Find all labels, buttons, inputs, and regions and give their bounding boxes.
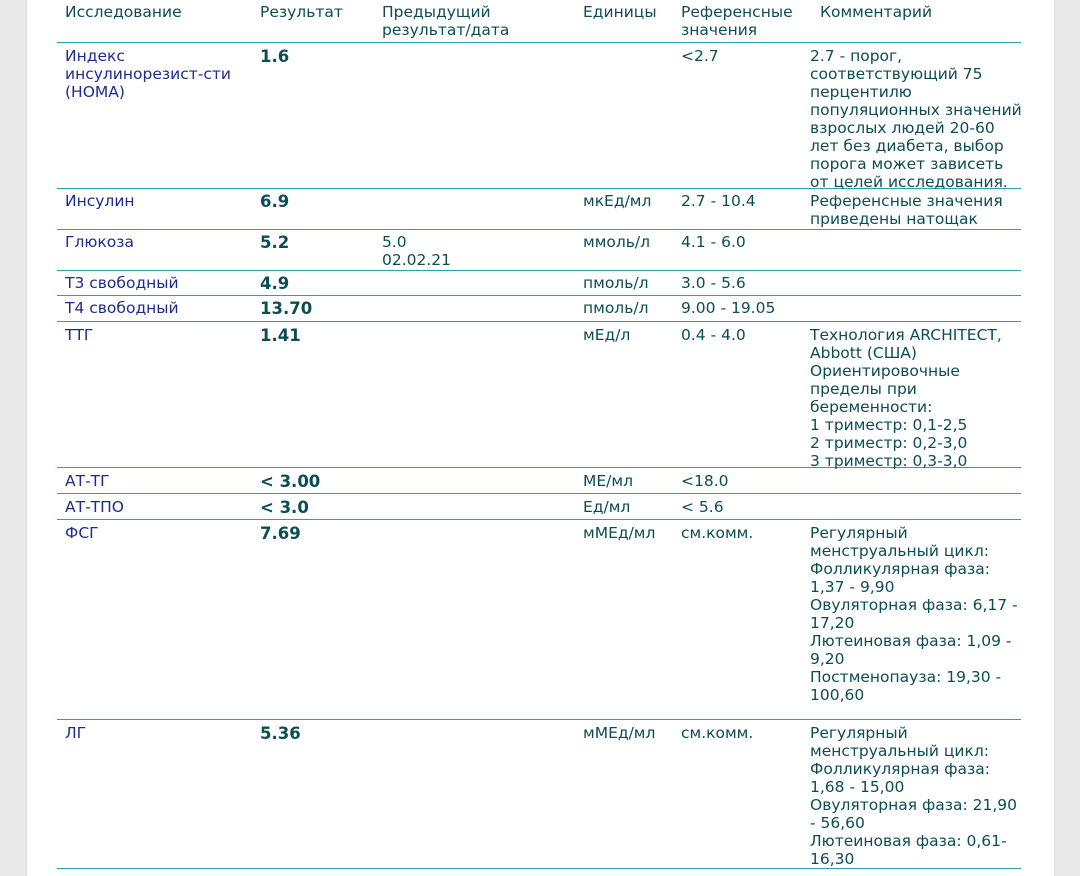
units: пмоль/л xyxy=(583,299,649,317)
table-row-at-tpo xyxy=(57,494,1021,520)
comment: Регулярный менструальный цикл: Фолликулярная фаза: 1,37 - 9,90 Овуляторная фаза: 6,17 - 17,20 Лютеиновая фаза: 1,09 - 9,20 Постменопауза: 19,30 - 100,60 xyxy=(810,524,1018,704)
units: Ед/мл xyxy=(583,498,631,516)
header-result: Результат xyxy=(260,3,343,21)
test-result: < 3.0 xyxy=(260,498,309,517)
header-units: Единицы xyxy=(583,3,657,21)
reference-range: 9.00 - 19.05 xyxy=(681,299,776,317)
reference-range: см.комм. xyxy=(681,524,754,542)
units: пмоль/л xyxy=(583,274,649,292)
header-comment: Комментарий xyxy=(820,3,933,21)
units: мкЕд/мл xyxy=(583,192,652,210)
test-result: 7.69 xyxy=(260,524,301,543)
test-result: 1.6 xyxy=(260,47,290,66)
test-result: 6.9 xyxy=(260,192,290,211)
table-row-at-tg xyxy=(57,468,1021,494)
test-name: ЛГ xyxy=(65,724,87,742)
previous-result: 5.0 02.02.21 xyxy=(382,233,452,269)
table-row-t3 xyxy=(57,271,1021,296)
units: ммоль/л xyxy=(583,233,651,251)
header-previous: Предыдущий результат/дата xyxy=(382,3,510,39)
lab-results-table xyxy=(57,0,1021,869)
reference-range: <2.7 xyxy=(681,47,719,65)
header-test: Исследование xyxy=(65,3,182,21)
reference-range: 4.1 - 6.0 xyxy=(681,233,746,251)
test-name: Т3 свободный xyxy=(65,274,179,292)
test-name: Инсулин xyxy=(65,192,135,210)
comment: Технология ARCHITECT, Abbott (США) Ориентировочные пределы при беременности: 1 триместр: 0,1-2,5 2 триместр: 0,2-3,0 3 триместр: 0,3-3,0 xyxy=(810,326,1002,470)
table-row-tsh xyxy=(57,322,1021,468)
table-row-lh xyxy=(57,720,1021,869)
test-result: 5.2 xyxy=(260,233,290,252)
reference-range: 3.0 - 5.6 xyxy=(681,274,746,292)
test-name: Глюкоза xyxy=(65,233,134,251)
comment: 2.7 - порог, соответствующий 75 перцентилю популяционных значений взрослых людей 20-60 лет без диабета, выбор порога может зависеть от целей исследования. xyxy=(810,47,1022,191)
test-name: АТ-ТПО xyxy=(65,498,124,516)
reference-range: 2.7 - 10.4 xyxy=(681,192,756,210)
table-row-homa xyxy=(57,43,1021,189)
test-result: 13.70 xyxy=(260,299,313,318)
test-name: ТТГ xyxy=(65,326,94,344)
units: мМЕд/мл xyxy=(583,724,656,742)
test-result: 5.36 xyxy=(260,724,301,743)
test-name: ФСГ xyxy=(65,524,99,542)
test-result: 4.9 xyxy=(260,274,290,293)
units: мМЕд/мл xyxy=(583,524,656,542)
units: мЕд/л xyxy=(583,326,631,344)
reference-range: 0.4 - 4.0 xyxy=(681,326,746,344)
test-name: Индекс инсулинорезист-сти (HOMA) xyxy=(65,47,231,101)
test-name: АТ-ТГ xyxy=(65,472,110,490)
table-row-t4 xyxy=(57,296,1021,322)
reference-range: < 5.6 xyxy=(681,498,724,516)
table-row-glucose xyxy=(57,230,1021,271)
reference-range: <18.0 xyxy=(681,472,729,490)
table-header xyxy=(57,0,1021,43)
units: МЕ/мл xyxy=(583,472,633,490)
comment: Референсные значения приведены натощак xyxy=(810,192,1003,228)
test-name: Т4 свободный xyxy=(65,299,179,317)
report-page xyxy=(27,0,1054,876)
header-reference: Референсные значения xyxy=(681,3,793,39)
table-row-insulin xyxy=(57,189,1021,230)
reference-range: см.комм. xyxy=(681,724,754,742)
test-result: 1.41 xyxy=(260,326,301,345)
table-row-fsh xyxy=(57,520,1021,720)
comment: Регулярный менструальный цикл: Фолликулярная фаза: 1,68 - 15,00 Овуляторная фаза: 21,90 - 56,60 Лютеиновая фаза: 0,61- 16,30 xyxy=(810,724,1017,868)
test-result: < 3.00 xyxy=(260,472,321,491)
